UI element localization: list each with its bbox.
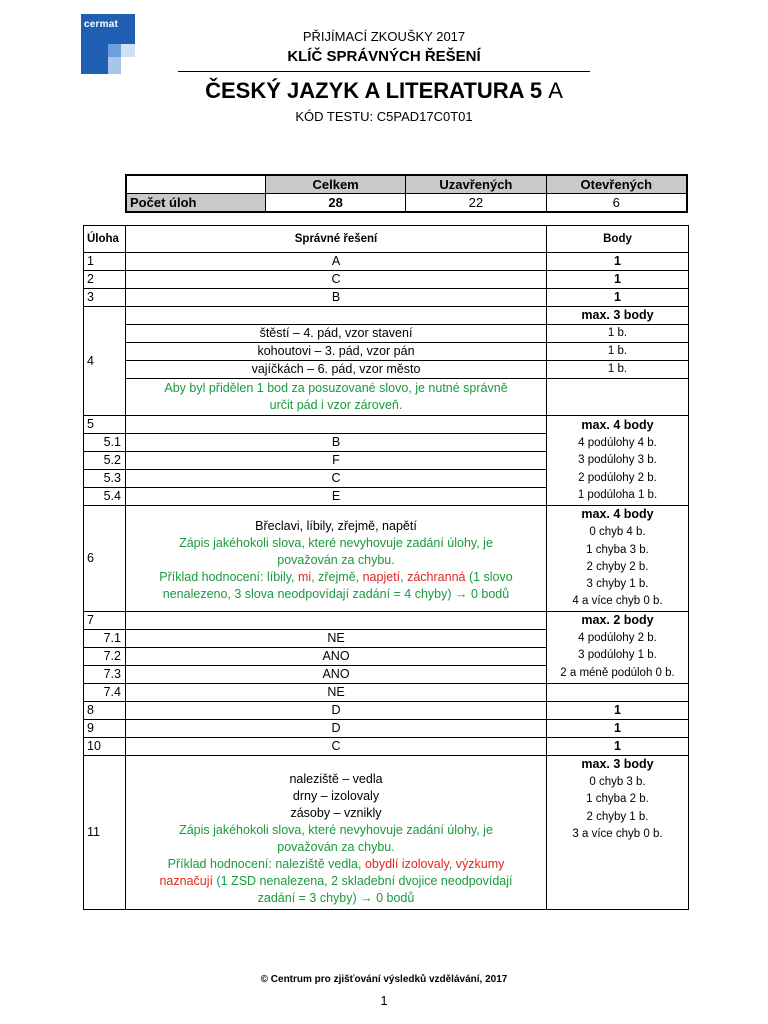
answer: vajíčkách – 6. pád, vzor město <box>126 361 547 379</box>
header-task: Úloha <box>84 226 126 253</box>
points: 1 b. <box>547 343 689 361</box>
answer: E <box>126 488 547 506</box>
answer-block: naleziště – vedla drny – izolovaly zásoby – vznikly Zápis jakéhokoli slova, které nevyhovuje zadání úlohy, je považován za chybu. Příklad hodnocení: naleziště vedla, obydlí izolovaly, výzkumy naznačují (1 ZSD nenalezena, 2 skladební dvojice neodpovídají zadání = 3 chyby) → 0 bodů <box>126 755 547 909</box>
points: 1 <box>547 737 689 755</box>
summary-header-closed: Uzavřených <box>406 175 546 194</box>
points: 1 b. <box>547 325 689 343</box>
subtask-number: 7.1 <box>84 629 126 647</box>
answer: F <box>126 452 547 470</box>
summary-open: 6 <box>546 194 687 213</box>
task-number: 10 <box>84 737 126 755</box>
points: 1 <box>547 719 689 737</box>
answer: NE <box>126 683 547 701</box>
points: 1 <box>547 289 689 307</box>
answer: štěstí – 4. pád, vzor stavení <box>126 325 547 343</box>
task-number: 1 <box>84 253 126 271</box>
summary-header-open: Otevřených <box>546 175 687 194</box>
task-number: 6 <box>84 506 126 612</box>
points: 1 b. <box>547 361 689 379</box>
task-number: 9 <box>84 719 126 737</box>
task-number: 2 <box>84 271 126 289</box>
points-max: max. 3 body <box>547 307 689 325</box>
exam-title: PŘIJÍMACÍ ZKOUŠKY 2017 <box>302 29 466 44</box>
summary-closed: 22 <box>406 194 546 213</box>
key-title: KLÍČ SPRÁVNÝCH ŘEŠENÍ <box>287 48 481 65</box>
summary-header-total: Celkem <box>266 175 406 194</box>
header-divider <box>178 71 590 72</box>
task-number: 4 <box>84 307 126 416</box>
answer: ANO <box>126 647 547 665</box>
task-number: 5 <box>84 416 126 434</box>
subtask-number: 5.4 <box>84 488 126 506</box>
task-number: 3 <box>84 289 126 307</box>
summary-total: 28 <box>266 194 406 213</box>
answer: A <box>126 253 547 271</box>
answer: D <box>126 719 547 737</box>
subtask-number: 7.4 <box>84 683 126 701</box>
task-number: 8 <box>84 701 126 719</box>
answer: C <box>126 737 547 755</box>
answer-key-table <box>83 225 689 910</box>
points: 1 <box>547 253 689 271</box>
grading-note: Aby byl přidělen 1 bod za posuzované slovo, je nutné správně určit pád i vzor zároveň. <box>126 379 547 416</box>
test-code: KÓD TESTU: C5PAD17C0T01 <box>295 109 473 124</box>
summary-table <box>125 174 688 213</box>
summary-row-label: Počet úloh <box>126 194 266 213</box>
points-scale: max. 4 body 4 podúlohy 4 b. 3 podúlohy 3 b. 2 podúlohy 2 b. 1 podúloha 1 b. <box>547 416 689 506</box>
subject-title: ČESKÝ JAZYK A LITERATURA 5 A <box>205 78 563 103</box>
task-number: 7 <box>84 611 126 629</box>
logo-text: cermat <box>84 19 118 30</box>
cermat-logo <box>81 14 135 74</box>
header-solution: Správné řešení <box>126 226 547 253</box>
answer: B <box>126 289 547 307</box>
page-number: 1 <box>380 993 388 1008</box>
answer: B <box>126 434 547 452</box>
answer: C <box>126 470 547 488</box>
task-number: 11 <box>84 755 126 909</box>
points: 1 <box>547 271 689 289</box>
answer: kohoutovi – 3. pád, vzor pán <box>126 343 547 361</box>
subtask-number: 5.3 <box>84 470 126 488</box>
answer: D <box>126 701 547 719</box>
subtask-number: 7.2 <box>84 647 126 665</box>
footer-copyright: © Centrum pro zjišťování výsledků vzdělávání, 2017 <box>260 974 508 985</box>
points-scale: max. 3 body 0 chyb 3 b. 1 chyba 2 b. 2 chyby 1 b. 3 a více chyb 0 b. <box>547 755 689 909</box>
answer: C <box>126 271 547 289</box>
points-scale: max. 2 body 4 podúlohy 2 b. 3 podúlohy 1 b. 2 a méně podúloh 0 b. <box>547 611 689 683</box>
points-scale: max. 4 body 0 chyb 4 b. 1 chyba 3 b. 2 chyby 2 b. 3 chyby 1 b. 4 a více chyb 0 b. <box>547 506 689 612</box>
answer-block: Břeclavi, líbily, zřejmě, napětí Zápis jakéhokoli slova, které nevyhovuje zadání úlohy, je považován za chybu. Příklad hodnocení: líbily, mi, zřejmě, napjetí, záchranná (1 slovo nenalezeno, 3 slova neodpovídají zadání = 4 chyby) → 0 bodů <box>126 506 547 612</box>
points: 1 <box>547 701 689 719</box>
subtask-number: 7.3 <box>84 665 126 683</box>
answer: NE <box>126 629 547 647</box>
header-points: Body <box>547 226 689 253</box>
subtask-number: 5.1 <box>84 434 126 452</box>
answer: ANO <box>126 665 547 683</box>
subtask-number: 5.2 <box>84 452 126 470</box>
